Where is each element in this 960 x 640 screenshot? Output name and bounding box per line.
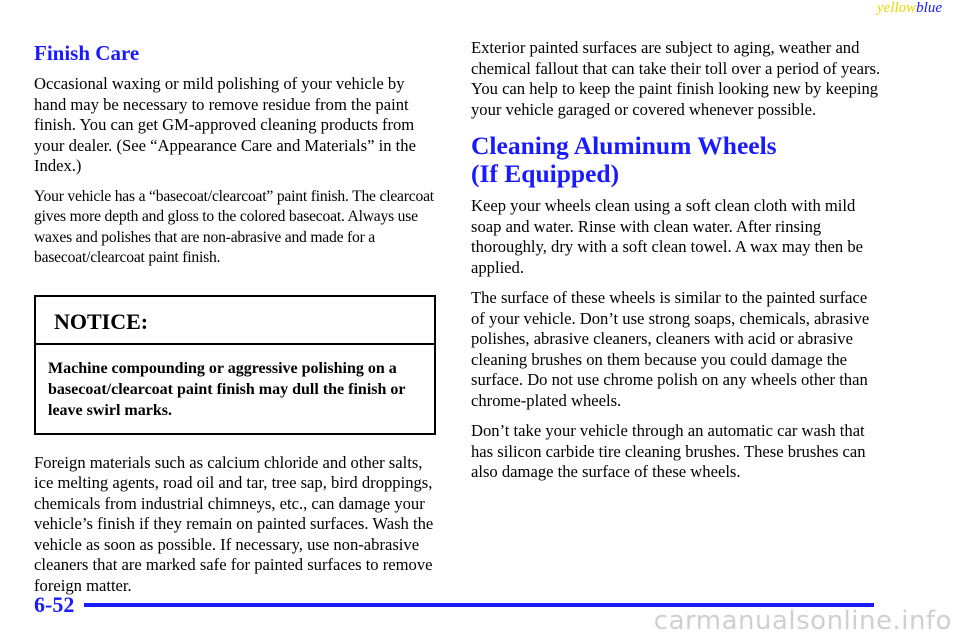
page-number: 6-52 xyxy=(34,592,75,617)
marker-yellow: yellow xyxy=(877,0,917,16)
wheels-paragraph-3: Don’t take your vehicle through an automatic car wash that has silicon carbide tire cleaning brushes. These brushes can also damage the surface of these wheels. xyxy=(471,421,866,481)
aluminum-wheels-heading-line2: (If Equipped) xyxy=(471,159,620,188)
exterior-paint-paragraph: Exterior painted surfaces are subject to aging, weather and chemical fallout that can take their toll over a period of years. You can help to keep the paint finish looking new by keeping your vehicle garaged or covered whenever possible. xyxy=(471,38,881,119)
left-column xyxy=(34,38,440,606)
aluminum-wheels-heading-line1: Cleaning Aluminum Wheels xyxy=(471,131,777,160)
notice-title: NOTICE: xyxy=(36,297,434,345)
finish-care-paragraph-2: Your vehicle has a “basecoat/clearcoat” paint finish. The clearcoat gives more depth and gloss to the colored basecoat. Always use waxes and polishes that are non‑abrasive and made for a basecoat/clearcoat paint finish. xyxy=(34,187,434,266)
watermark: carmanualsonline.info xyxy=(653,606,952,636)
notice-box xyxy=(34,295,436,435)
right-column xyxy=(471,38,881,493)
finish-care-heading: Finish Care xyxy=(34,41,140,65)
notice-text: Machine compounding or aggressive polishing on a basecoat/clearcoat paint finish may dull the finish or leave swirl marks. xyxy=(48,359,406,419)
finish-care-paragraph-1: Occasional waxing or mild polishing of your vehicle by hand may be necessary to remove residue from the paint finish. You can get GM‑approved cleaning products from your dealer. (See “Appearance Care and Materials” in the Index.) xyxy=(34,74,416,175)
page-color-marker xyxy=(877,0,942,17)
wheels-paragraph-2: The surface of these wheels is similar to the painted surface of your vehicle. Don’t use strong soaps, chemicals, abrasive polishes, abrasive cleaners, cleaners with acid or abrasive cleaning brushes on them because you could damage the surface. Do not use chrome polish on any wheels other than chrome‑plated wheels. xyxy=(471,288,870,410)
marker-blue: blue xyxy=(916,0,942,16)
wheels-paragraph-1: Keep your wheels clean using a soft clean cloth with mild soap and water. Rinse with clean water. After rinsing thoroughly, dry with a soft clean towel. A wax may then be applied. xyxy=(471,196,864,277)
aluminum-wheels-heading xyxy=(471,132,881,188)
foreign-materials-paragraph: Foreign materials such as calcium chloride and other salts, ice melting agents, road oil and tar, tree sap, bird droppings, chemicals from industrial chimneys, etc., can damage your vehicle’s finish if they remain on painted surfaces. Wash the vehicle as soon as possible. If necessary, use non‑abrasive cleaners that are marked safe for painted surfaces to remove foreign matter. xyxy=(34,452,434,595)
